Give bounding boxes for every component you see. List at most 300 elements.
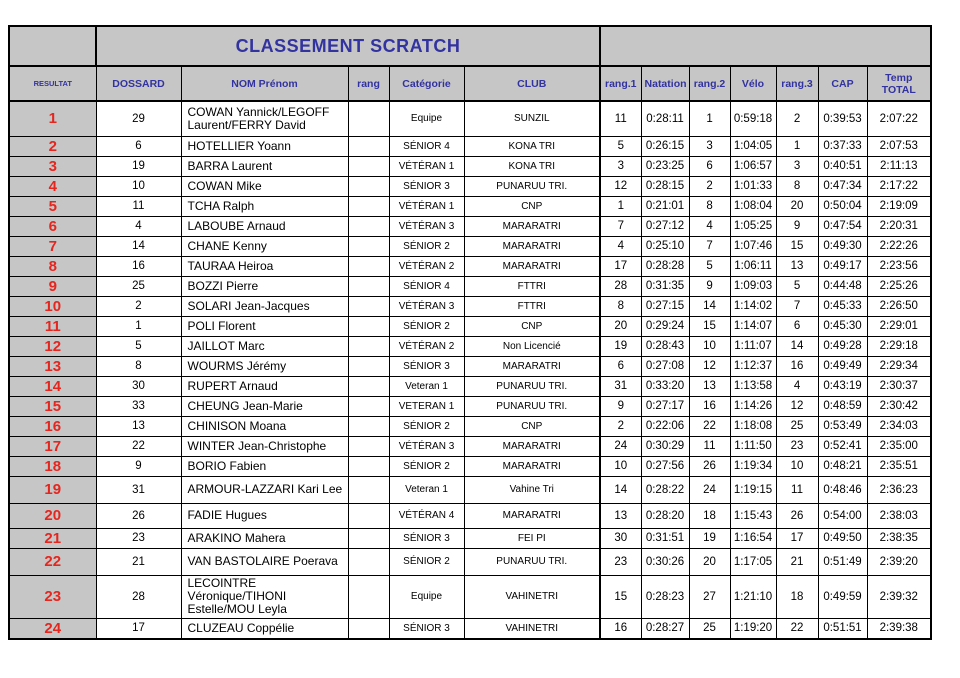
rang3-cell: 25	[776, 416, 818, 436]
table-row	[9, 396, 931, 416]
cap-time-cell: 0:53:49	[818, 416, 867, 436]
resultat-cell: 13	[9, 356, 96, 376]
cap-time-cell: 0:48:46	[818, 476, 867, 503]
rang2-cell: 5	[689, 256, 730, 276]
club-cell: MARARATRI	[464, 356, 600, 376]
dossard-cell: 19	[96, 156, 181, 176]
name-cell: BORIO Fabien	[181, 456, 348, 476]
rang1-cell: 10	[600, 456, 641, 476]
dossard-cell: 29	[96, 101, 181, 136]
resultat-cell: 19	[9, 476, 96, 503]
club-cell: PUNARUU TRI.	[464, 548, 600, 575]
velo-time-cell: 1:01:33	[730, 176, 776, 196]
velo-time-cell: 1:09:03	[730, 276, 776, 296]
natation-time-cell: 0:28:11	[641, 101, 689, 136]
dossard-cell: 25	[96, 276, 181, 296]
dossard-cell: 10	[96, 176, 181, 196]
total-time-cell: 2:38:03	[867, 503, 931, 528]
resultat-cell: 8	[9, 256, 96, 276]
rang1-cell: 31	[600, 376, 641, 396]
rang2-cell: 9	[689, 276, 730, 296]
rang3-cell: 18	[776, 575, 818, 618]
total-time-cell: 2:39:32	[867, 575, 931, 618]
total-time-cell: 2:20:31	[867, 216, 931, 236]
velo-time-cell: 1:14:02	[730, 296, 776, 316]
rang-cell	[348, 503, 389, 528]
natation-time-cell: 0:28:27	[641, 618, 689, 639]
club-cell: MARARATRI	[464, 503, 600, 528]
dossard-cell: 22	[96, 436, 181, 456]
club-cell: Non Licencié	[464, 336, 600, 356]
name-cell: FADIE Hugues	[181, 503, 348, 528]
rang3-cell: 23	[776, 436, 818, 456]
rang1-cell: 11	[600, 101, 641, 136]
total-time-cell: 2:29:01	[867, 316, 931, 336]
name-cell: CLUZEAU Coppélie	[181, 618, 348, 639]
club-cell: MARARATRI	[464, 256, 600, 276]
resultat-cell: 7	[9, 236, 96, 256]
rang-cell	[348, 575, 389, 618]
table-row	[9, 356, 931, 376]
categorie-cell: VÉTÉRAN 1	[389, 196, 464, 216]
velo-time-cell: 0:59:18	[730, 101, 776, 136]
rang2-cell: 14	[689, 296, 730, 316]
natation-time-cell: 0:28:43	[641, 336, 689, 356]
rang3-cell: 9	[776, 216, 818, 236]
results-body	[9, 101, 931, 639]
total-time-cell: 2:39:38	[867, 618, 931, 639]
velo-time-cell: 1:19:34	[730, 456, 776, 476]
total-time-cell: 2:25:26	[867, 276, 931, 296]
table-row	[9, 196, 931, 216]
col-header-rang3: rang.3	[776, 66, 818, 101]
cap-time-cell: 0:52:41	[818, 436, 867, 456]
rang1-cell: 19	[600, 336, 641, 356]
rang1-cell: 9	[600, 396, 641, 416]
club-cell: MARARATRI	[464, 436, 600, 456]
velo-time-cell: 1:19:20	[730, 618, 776, 639]
natation-time-cell: 0:27:56	[641, 456, 689, 476]
club-cell: FTTRI	[464, 296, 600, 316]
total-time-cell: 2:35:00	[867, 436, 931, 456]
table-row	[9, 296, 931, 316]
table-row	[9, 575, 931, 618]
categorie-cell: SÉNIOR 2	[389, 236, 464, 256]
resultat-cell: 12	[9, 336, 96, 356]
name-cell: WOURMS Jérémy	[181, 356, 348, 376]
col-header-temp-total: Temp TOTAL	[867, 66, 931, 101]
rang3-cell: 13	[776, 256, 818, 276]
velo-time-cell: 1:14:07	[730, 316, 776, 336]
dossard-cell: 8	[96, 356, 181, 376]
dossard-cell: 28	[96, 575, 181, 618]
table-row	[9, 476, 931, 503]
col-header-dossard: DOSSARD	[96, 66, 181, 101]
name-cell: JAILLOT Marc	[181, 336, 348, 356]
cap-time-cell: 0:39:53	[818, 101, 867, 136]
velo-time-cell: 1:21:10	[730, 575, 776, 618]
rang3-cell: 4	[776, 376, 818, 396]
rang-cell	[348, 176, 389, 196]
resultat-cell: 6	[9, 216, 96, 236]
club-cell: PUNARUU TRI.	[464, 396, 600, 416]
table-row	[9, 256, 931, 276]
resultat-cell: 10	[9, 296, 96, 316]
name-cell: WINTER Jean-Christophe	[181, 436, 348, 456]
total-time-cell: 2:30:37	[867, 376, 931, 396]
name-cell: SOLARI Jean-Jacques	[181, 296, 348, 316]
name-cell: BOZZI Pierre	[181, 276, 348, 296]
dossard-cell: 23	[96, 528, 181, 548]
natation-time-cell: 0:28:20	[641, 503, 689, 528]
rang-cell	[348, 236, 389, 256]
table-row	[9, 618, 931, 639]
cap-time-cell: 0:48:59	[818, 396, 867, 416]
table-row	[9, 503, 931, 528]
rang3-cell: 12	[776, 396, 818, 416]
rang3-cell: 20	[776, 196, 818, 216]
rang2-cell: 11	[689, 436, 730, 456]
rang3-cell: 26	[776, 503, 818, 528]
rang1-cell: 5	[600, 136, 641, 156]
table-row	[9, 176, 931, 196]
natation-time-cell: 0:27:12	[641, 216, 689, 236]
natation-time-cell: 0:31:51	[641, 528, 689, 548]
name-cell: ARAKINO Mahera	[181, 528, 348, 548]
cap-time-cell: 0:48:21	[818, 456, 867, 476]
table-row	[9, 456, 931, 476]
rang1-cell: 2	[600, 416, 641, 436]
dossard-cell: 1	[96, 316, 181, 336]
table-row	[9, 416, 931, 436]
cap-time-cell: 0:49:28	[818, 336, 867, 356]
rang2-cell: 19	[689, 528, 730, 548]
header-row	[9, 66, 931, 101]
natation-time-cell: 0:28:23	[641, 575, 689, 618]
name-cell: COWAN Yannick/LEGOFF Laurent/FERRY David	[181, 101, 348, 136]
cap-time-cell: 0:44:48	[818, 276, 867, 296]
natation-time-cell: 0:23:25	[641, 156, 689, 176]
rang3-cell: 5	[776, 276, 818, 296]
table-row	[9, 216, 931, 236]
total-time-cell: 2:35:51	[867, 456, 931, 476]
total-time-cell: 2:26:50	[867, 296, 931, 316]
categorie-cell: VÉTÉRAN 3	[389, 216, 464, 236]
dossard-cell: 33	[96, 396, 181, 416]
resultat-cell: 20	[9, 503, 96, 528]
velo-time-cell: 1:12:37	[730, 356, 776, 376]
table-row	[9, 528, 931, 548]
rang2-cell: 13	[689, 376, 730, 396]
club-cell: CNP	[464, 196, 600, 216]
total-time-cell: 2:38:35	[867, 528, 931, 548]
rang1-cell: 4	[600, 236, 641, 256]
categorie-cell: SÉNIOR 4	[389, 136, 464, 156]
resultat-cell: 23	[9, 575, 96, 618]
rang2-cell: 24	[689, 476, 730, 503]
cap-time-cell: 0:40:51	[818, 156, 867, 176]
rang2-cell: 22	[689, 416, 730, 436]
total-time-cell: 2:39:20	[867, 548, 931, 575]
table-row	[9, 376, 931, 396]
rang1-cell: 24	[600, 436, 641, 456]
resultat-cell: 5	[9, 196, 96, 216]
rang3-cell: 2	[776, 101, 818, 136]
resultat-cell: 14	[9, 376, 96, 396]
rang2-cell: 10	[689, 336, 730, 356]
velo-time-cell: 1:08:04	[730, 196, 776, 216]
name-cell: ARMOUR-LAZZARI Kari Lee	[181, 476, 348, 503]
col-header-rang1: rang.1	[600, 66, 641, 101]
dossard-cell: 5	[96, 336, 181, 356]
resultat-cell: 18	[9, 456, 96, 476]
cap-time-cell: 0:49:30	[818, 236, 867, 256]
club-cell: KONA TRI	[464, 156, 600, 176]
col-header-velo: Vélo	[730, 66, 776, 101]
rang2-cell: 15	[689, 316, 730, 336]
rang3-cell: 8	[776, 176, 818, 196]
rang2-cell: 27	[689, 575, 730, 618]
table-row	[9, 101, 931, 136]
rang-cell	[348, 396, 389, 416]
name-cell: POLI Florent	[181, 316, 348, 336]
cap-time-cell: 0:45:33	[818, 296, 867, 316]
dossard-cell: 4	[96, 216, 181, 236]
rang2-cell: 16	[689, 396, 730, 416]
rang-cell	[348, 256, 389, 276]
rang-cell	[348, 528, 389, 548]
cap-time-cell: 0:54:00	[818, 503, 867, 528]
rang3-cell: 17	[776, 528, 818, 548]
categorie-cell: VÉTÉRAN 3	[389, 436, 464, 456]
rang-cell	[348, 336, 389, 356]
natation-time-cell: 0:25:10	[641, 236, 689, 256]
rang2-cell: 12	[689, 356, 730, 376]
col-header-cap: CAP	[818, 66, 867, 101]
velo-time-cell: 1:07:46	[730, 236, 776, 256]
velo-time-cell: 1:19:15	[730, 476, 776, 503]
table-row	[9, 156, 931, 176]
rang-cell	[348, 101, 389, 136]
name-cell: VAN BASTOLAIRE Poerava	[181, 548, 348, 575]
rang-cell	[348, 316, 389, 336]
name-cell: CHINISON Moana	[181, 416, 348, 436]
rang2-cell: 2	[689, 176, 730, 196]
rang2-cell: 26	[689, 456, 730, 476]
categorie-cell: VETERAN 1	[389, 396, 464, 416]
name-cell: CHEUNG Jean-Marie	[181, 396, 348, 416]
name-cell: COWAN Mike	[181, 176, 348, 196]
categorie-cell: SÉNIOR 4	[389, 276, 464, 296]
rang1-cell: 14	[600, 476, 641, 503]
rang3-cell: 1	[776, 136, 818, 156]
rang1-cell: 30	[600, 528, 641, 548]
resultat-cell: 16	[9, 416, 96, 436]
name-cell: LECOINTRE Véronique/TIHONI Estelle/MOU Leyla	[181, 575, 348, 618]
velo-time-cell: 1:18:08	[730, 416, 776, 436]
total-time-cell: 2:19:09	[867, 196, 931, 216]
rang-cell	[348, 136, 389, 156]
club-cell: MARARATRI	[464, 216, 600, 236]
total-time-cell: 2:17:22	[867, 176, 931, 196]
club-cell: PUNARUU TRI.	[464, 176, 600, 196]
dossard-cell: 11	[96, 196, 181, 216]
rang1-cell: 1	[600, 196, 641, 216]
categorie-cell: VÉTÉRAN 4	[389, 503, 464, 528]
col-header-club: CLUB	[464, 66, 600, 101]
resultat-cell: 17	[9, 436, 96, 456]
total-time-cell: 2:29:34	[867, 356, 931, 376]
velo-time-cell: 1:13:58	[730, 376, 776, 396]
rang1-cell: 28	[600, 276, 641, 296]
club-cell: KONA TRI	[464, 136, 600, 156]
page-title: CLASSEMENT SCRATCH	[96, 26, 600, 66]
natation-time-cell: 0:27:15	[641, 296, 689, 316]
dossard-cell: 21	[96, 548, 181, 575]
velo-time-cell: 1:15:43	[730, 503, 776, 528]
natation-time-cell: 0:30:26	[641, 548, 689, 575]
velo-time-cell: 1:06:11	[730, 256, 776, 276]
club-cell: FEI PI	[464, 528, 600, 548]
categorie-cell: SÉNIOR 2	[389, 416, 464, 436]
total-time-cell: 2:22:26	[867, 236, 931, 256]
dossard-cell: 14	[96, 236, 181, 256]
rang-cell	[348, 436, 389, 456]
rang-cell	[348, 276, 389, 296]
cap-time-cell: 0:49:59	[818, 575, 867, 618]
resultat-cell: 21	[9, 528, 96, 548]
total-time-cell: 2:07:22	[867, 101, 931, 136]
name-cell: HOTELLIER Yoann	[181, 136, 348, 156]
cap-time-cell: 0:50:04	[818, 196, 867, 216]
rang2-cell: 6	[689, 156, 730, 176]
categorie-cell: SÉNIOR 2	[389, 456, 464, 476]
categorie-cell: Veteran 1	[389, 376, 464, 396]
total-time-cell: 2:11:13	[867, 156, 931, 176]
natation-time-cell: 0:33:20	[641, 376, 689, 396]
resultat-cell: 1	[9, 101, 96, 136]
cap-time-cell: 0:49:17	[818, 256, 867, 276]
rang3-cell: 11	[776, 476, 818, 503]
natation-time-cell: 0:27:17	[641, 396, 689, 416]
table-row	[9, 548, 931, 575]
rang1-cell: 17	[600, 256, 641, 276]
col-header-rang2: rang.2	[689, 66, 730, 101]
categorie-cell: Equipe	[389, 101, 464, 136]
table-row	[9, 136, 931, 156]
rang-cell	[348, 356, 389, 376]
dossard-cell: 17	[96, 618, 181, 639]
cap-time-cell: 0:49:49	[818, 356, 867, 376]
rang1-cell: 6	[600, 356, 641, 376]
rang1-cell: 15	[600, 575, 641, 618]
natation-time-cell: 0:26:15	[641, 136, 689, 156]
rang3-cell: 3	[776, 156, 818, 176]
name-cell: RUPERT Arnaud	[181, 376, 348, 396]
dossard-cell: 16	[96, 256, 181, 276]
cap-time-cell: 0:47:54	[818, 216, 867, 236]
rang1-cell: 3	[600, 156, 641, 176]
velo-time-cell: 1:06:57	[730, 156, 776, 176]
club-cell: SUNZIL	[464, 101, 600, 136]
rang-cell	[348, 196, 389, 216]
natation-time-cell: 0:22:06	[641, 416, 689, 436]
resultat-cell: 9	[9, 276, 96, 296]
natation-time-cell: 0:28:28	[641, 256, 689, 276]
natation-time-cell: 0:28:15	[641, 176, 689, 196]
rang-cell	[348, 618, 389, 639]
club-cell: MARARATRI	[464, 236, 600, 256]
categorie-cell: Veteran 1	[389, 476, 464, 503]
resultat-cell: 11	[9, 316, 96, 336]
total-time-cell: 2:36:23	[867, 476, 931, 503]
cap-time-cell: 0:51:51	[818, 618, 867, 639]
categorie-cell: SÉNIOR 3	[389, 528, 464, 548]
club-cell: VAHINETRI	[464, 618, 600, 639]
total-time-cell: 2:07:53	[867, 136, 931, 156]
rang3-cell: 14	[776, 336, 818, 356]
col-header-nom-prenom: NOM Prénom	[181, 66, 348, 101]
col-header-natation: Natation	[641, 66, 689, 101]
club-cell: FTTRI	[464, 276, 600, 296]
velo-time-cell: 1:16:54	[730, 528, 776, 548]
natation-time-cell: 0:21:01	[641, 196, 689, 216]
rang3-cell: 15	[776, 236, 818, 256]
velo-time-cell: 1:04:05	[730, 136, 776, 156]
name-cell: TCHA Ralph	[181, 196, 348, 216]
dossard-cell: 6	[96, 136, 181, 156]
name-cell: LABOUBE Arnaud	[181, 216, 348, 236]
title-row	[9, 26, 931, 66]
rang2-cell: 20	[689, 548, 730, 575]
rang2-cell: 3	[689, 136, 730, 156]
table-row	[9, 276, 931, 296]
rang-cell	[348, 548, 389, 575]
rang1-cell: 7	[600, 216, 641, 236]
rang-cell	[348, 156, 389, 176]
categorie-cell: SÉNIOR 3	[389, 356, 464, 376]
resultat-cell: 3	[9, 156, 96, 176]
cap-time-cell: 0:49:50	[818, 528, 867, 548]
dossard-cell: 31	[96, 476, 181, 503]
categorie-cell: VÉTÉRAN 1	[389, 156, 464, 176]
categorie-cell: VÉTÉRAN 2	[389, 256, 464, 276]
table-row	[9, 436, 931, 456]
rang3-cell: 7	[776, 296, 818, 316]
name-cell: CHANE Kenny	[181, 236, 348, 256]
rang2-cell: 18	[689, 503, 730, 528]
rang2-cell: 4	[689, 216, 730, 236]
rang3-cell: 16	[776, 356, 818, 376]
club-cell: PUNARUU TRI.	[464, 376, 600, 396]
title-corner-cell	[9, 26, 96, 66]
cap-time-cell: 0:47:34	[818, 176, 867, 196]
cap-time-cell: 0:51:49	[818, 548, 867, 575]
rang-cell	[348, 376, 389, 396]
table-row	[9, 236, 931, 256]
rang1-cell: 23	[600, 548, 641, 575]
categorie-cell: VÉTÉRAN 3	[389, 296, 464, 316]
categorie-cell: SÉNIOR 3	[389, 618, 464, 639]
rang-cell	[348, 216, 389, 236]
cap-time-cell: 0:43:19	[818, 376, 867, 396]
total-time-cell: 2:30:42	[867, 396, 931, 416]
rang3-cell: 21	[776, 548, 818, 575]
rang-cell	[348, 296, 389, 316]
natation-time-cell: 0:28:22	[641, 476, 689, 503]
club-cell: CNP	[464, 316, 600, 336]
rang-cell	[348, 456, 389, 476]
